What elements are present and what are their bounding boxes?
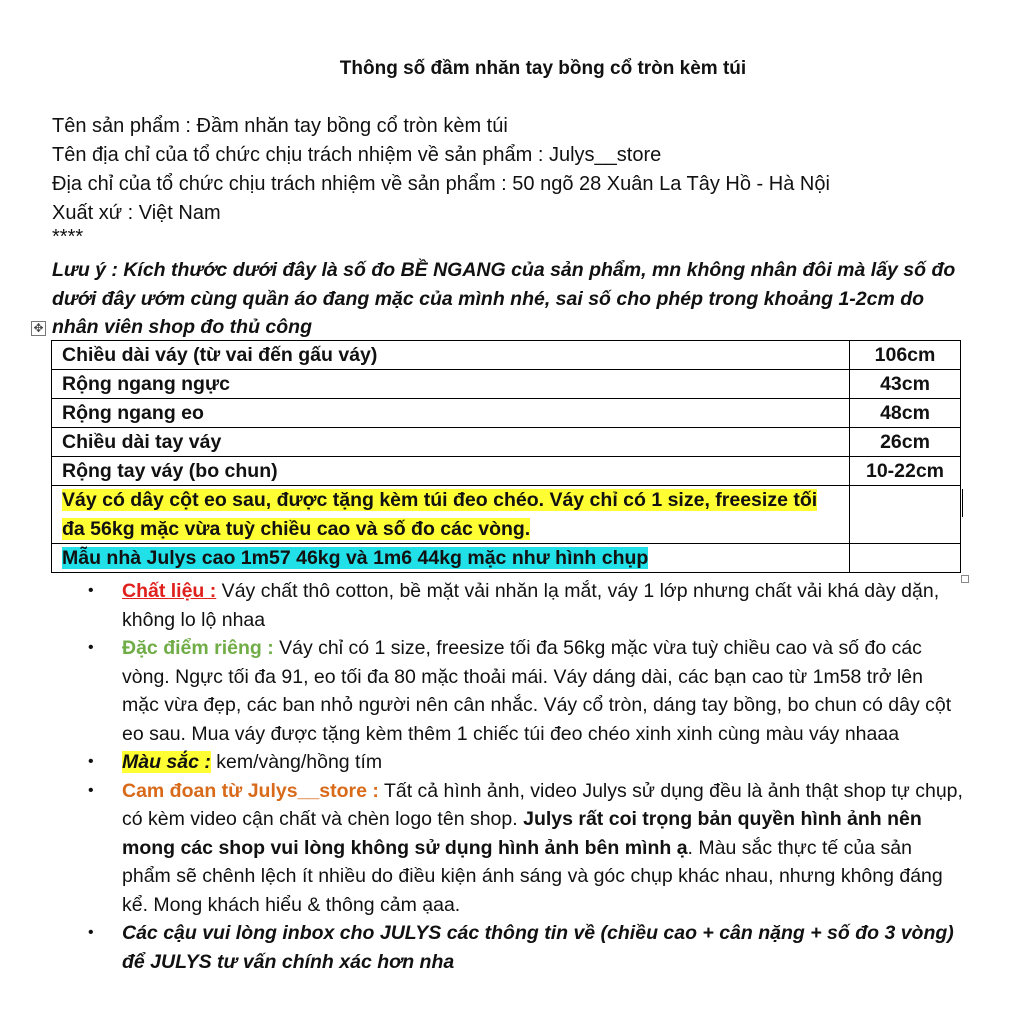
spec-label: Chiều dài váy (từ vai đến gấu váy) [52,341,850,370]
spec-value: 26cm [850,428,961,457]
spec-label: Chiều dài tay váy [52,428,850,457]
table-row [52,428,961,457]
material-label: Chất liệu : [122,580,217,602]
list-item [0,577,964,634]
table-row [52,399,961,428]
spec-value: 43cm [850,370,961,399]
highlighted-note-cyan: Mẫu nhà Julys cao 1m57 46kg và 1m6 44kg mặc như hình chụp [62,547,649,569]
inbox-request: Các cậu vui lòng inbox cho JULYS các thông tin về (chiều cao + cân nặng + số đo 3 vòng) để JULYS tư vấn chính xác hơn nha [122,922,954,973]
table-row [52,486,961,544]
origin-line: Xuất xứ : Việt Nam [52,202,221,224]
colors-text: kem/vàng/hồng tím [210,751,383,773]
bullet-icon: • [88,753,94,770]
material-text: Váy chất thô cotton, bề mặt vải nhăn lạ mắt, váy 1 lớp nhưng chất vải khá dày dặn, không lo lộ nhaa [122,580,940,631]
bullet-icon: • [88,781,94,799]
copyright-notice: Julys rất coi trọng bản quyền hình ảnh nên mong các shop vui lòng không sử dụng hình ảnh bên mình ạ [122,808,922,859]
details-bullet-list [0,577,964,976]
measurement-note: Lưu ý : Kích thước dưới đây là số đo BỀ NGANG của sản phẩm, mn không nhân đôi mà lấy số đo dưới đây ướm cùng quần áo đang mặc của mình nhé, sai số cho phép trong khoảng 1-2cm do nhân viên shop đo thủ công [52,259,956,338]
table-move-handle-icon[interactable]: ✥ [31,321,46,336]
commitment-label: Cam đoan từ Julys__store : [122,779,379,802]
table-row [52,544,961,573]
bullet-icon: • [88,924,94,941]
org-address-line: Địa chỉ của tổ chức chịu trách nhiệm về sản phẩm : 50 ngõ 28 Xuân La Tây Hồ - Hà Nội [52,173,830,195]
table-row [52,457,961,486]
highlighted-note-yellow: Váy có dây cột eo sau, được tặng kèm túi đeo chéo. Váy chỉ có 1 size, freesize tối đa 56kg mặc vừa tuỳ chiều cao và số đo các vòng. [62,489,818,540]
commitment-text-end: . Màu sắc thực tế của sản phẩm sẽ chênh lệch ít nhiều do điều kiện ánh sáng và góc chụp khác nhau, nhưng không đáng kể. Mong khách hiểu & thông cảm ạaa. [122,836,943,916]
spec-value: 106cm [850,341,961,370]
spec-value: 10-22cm [850,457,961,486]
spec-label: Rộng ngang ngực [52,370,850,399]
empty-cell [850,486,961,544]
document-title: Thông số đầm nhăn tay bồng cổ tròn kèm túi [339,58,747,79]
separator-stars: **** [52,226,84,248]
table-row [52,370,961,399]
features-label: Đặc điểm riêng : [122,637,274,659]
bullet-icon: • [88,582,94,599]
list-item [0,634,964,748]
features-text: Váy chỉ có 1 size, freesize tối đa 56kg mặc vừa tuỳ chiều cao và số đo các vòng. Ngực tối đa 91, eo tối đa 80 mặc thoải mái. Váy dáng dài, các bạn cao từ 1m58 trở lên mặc vừa đẹp, các ban nhỏ người nên cân nhắc. Váy cổ tròn, dáng tay bồng, bo chun có dây cột eo sau. Mua váy được tặng kèm thêm 1 chiếc túi đeo chéo xinh xinh cùng màu váy nhaaa [122,637,952,745]
colors-label: Màu sắc : [122,751,211,773]
bullet-icon: • [88,639,94,656]
text-cursor [962,489,963,517]
spec-label: Rộng ngang eo [52,399,850,428]
commitment-text: Tất cả hình ảnh, video Julys sử dụng đều là ảnh thật shop tự chụp, có kèm video cận chất và chèn logo tên shop. [122,779,963,830]
table-note-cell [52,486,850,544]
table-note-cell [52,544,850,573]
empty-cell [850,544,961,573]
size-spec-table [51,340,961,573]
table-row [52,341,961,370]
list-item [0,748,964,777]
spec-label: Rộng tay váy (bo chun) [52,457,850,486]
product-name-line: Tên sản phẩm : Đầm nhăn tay bồng cổ tròn kèm túi [52,115,508,137]
responsible-org-line: Tên địa chỉ của tổ chức chịu trách nhiệm về sản phẩm : Julys__store [52,144,662,166]
list-item [0,919,964,976]
list-item [0,777,964,920]
spec-value: 48cm [850,399,961,428]
